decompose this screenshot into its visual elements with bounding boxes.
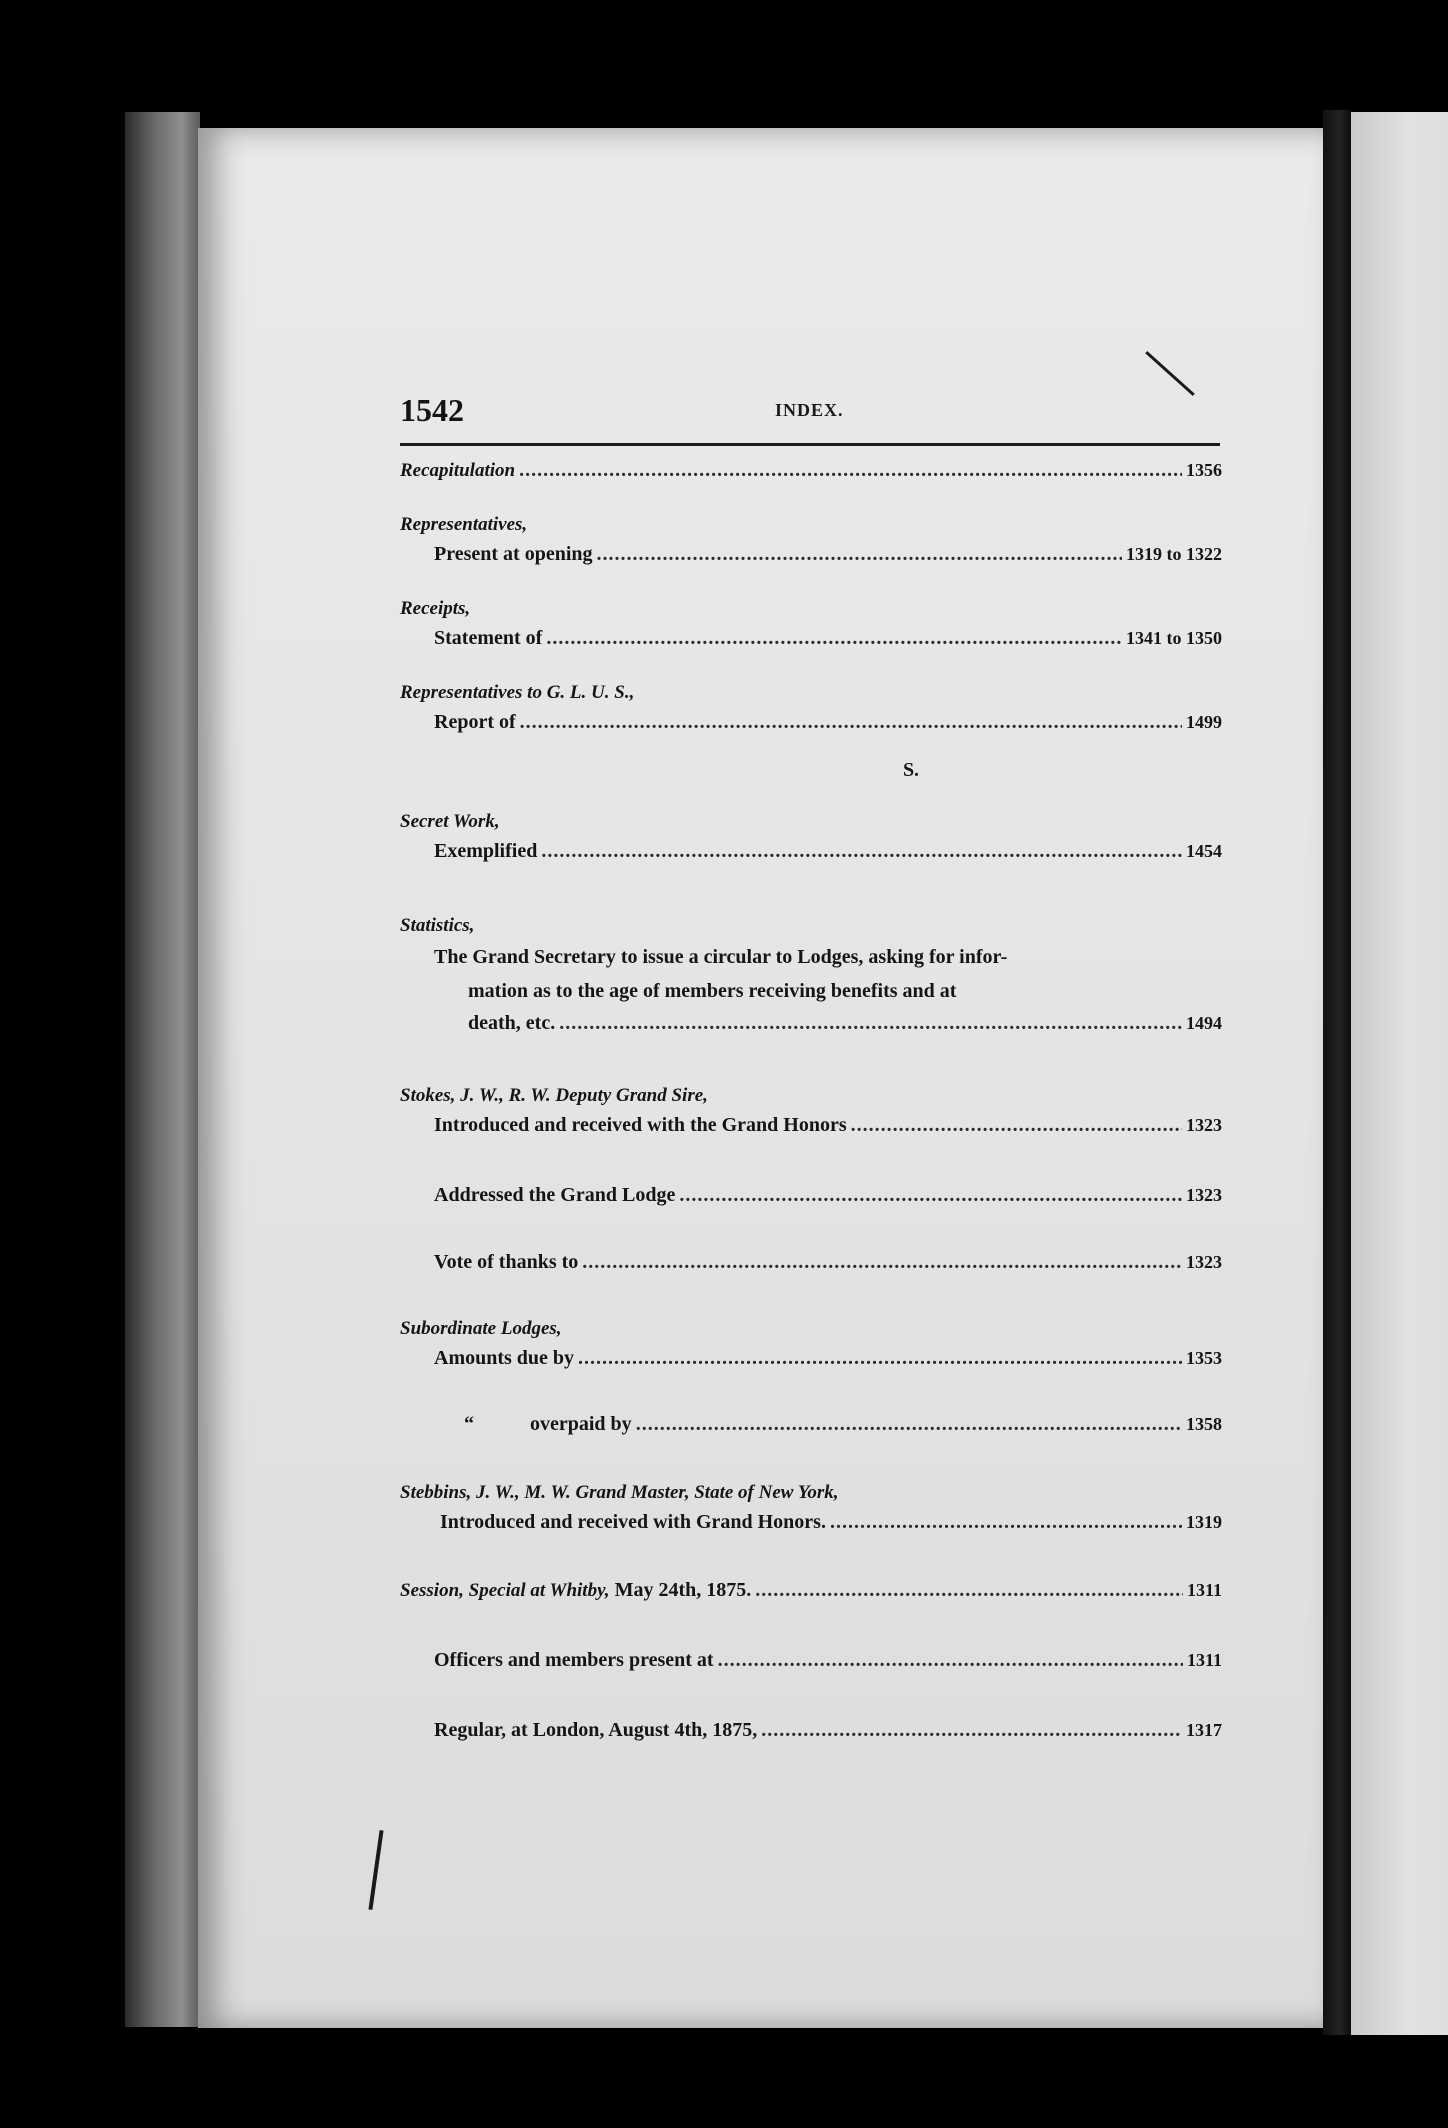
entry-heading-row	[400, 1575, 1222, 1605]
entry-page: 1358	[1186, 1414, 1222, 1434]
leader-dots	[559, 1008, 1182, 1038]
entry-page: 1317	[1186, 1720, 1222, 1740]
page-header	[400, 392, 1220, 442]
entry-subrow	[400, 1409, 1222, 1439]
entry-heading-date: May 24th, 1875.	[609, 1579, 752, 1601]
entry-page: 1454	[1186, 841, 1222, 861]
section-letter: S.	[902, 759, 920, 781]
entry-page: 1323	[1186, 1185, 1222, 1205]
index-entry-receipts	[400, 595, 1222, 653]
header-rule	[400, 443, 1220, 446]
ditto-mark: “	[464, 1413, 474, 1435]
index-entry-subordinate-lodges	[400, 1315, 1222, 1439]
entry-heading: Secret Work,	[400, 811, 500, 832]
entry-heading: Stokes, J. W., R. W. Deputy Grand Sire,	[400, 1085, 708, 1106]
leader-dots	[755, 1575, 1183, 1605]
entry-page: 1356	[1186, 460, 1222, 480]
entry-page: 1499	[1186, 712, 1222, 732]
entry-subrow	[400, 1180, 1222, 1210]
entry-page: 1494	[1186, 1013, 1222, 1033]
leader-dots	[578, 1343, 1182, 1373]
entry-subrow	[400, 1110, 1222, 1140]
entry-page: 1311	[1186, 1650, 1222, 1670]
entry-label: Report of	[434, 711, 516, 733]
leader-dots	[679, 1180, 1182, 1210]
entry-heading: Receipts,	[400, 598, 471, 619]
entry-text-line: The Grand Secretary to issue a circular to Lodges, asking for infor-	[434, 946, 1008, 968]
entry-label: overpaid by	[530, 1413, 632, 1435]
entry-label: Vote of thanks to	[434, 1251, 579, 1273]
leader-dots	[761, 1715, 1182, 1745]
book-spine-shadow	[125, 112, 200, 2027]
entry-label: Addressed the Grand Lodge	[434, 1184, 676, 1206]
entry-heading: Statistics,	[400, 915, 475, 936]
index-entry-recapitulation	[400, 455, 1222, 485]
index-entries	[400, 455, 1222, 1745]
index-entry-stokes	[400, 1082, 1222, 1277]
entry-page: 1311	[1186, 1580, 1222, 1600]
entry-subrow	[400, 836, 1222, 866]
index-entry-session	[400, 1575, 1222, 1745]
running-title: INDEX.	[775, 400, 844, 420]
leader-dots	[519, 455, 1182, 485]
leader-dots	[636, 1409, 1182, 1439]
leader-dots	[541, 836, 1182, 866]
entry-heading: Subordinate Lodges,	[400, 1318, 562, 1339]
leader-dots	[851, 1110, 1182, 1140]
entry-page: 1319 to 1322	[1126, 544, 1222, 564]
leader-dots	[718, 1645, 1183, 1675]
entry-subrow	[400, 1343, 1222, 1373]
entry-label: Introduced and received with the Grand Honors	[434, 1114, 847, 1136]
entry-page: 1323	[1186, 1252, 1222, 1272]
entry-subrow	[400, 1008, 1222, 1038]
entry-heading: Representatives to G. L. U. S.,	[400, 682, 635, 703]
facing-page-edge	[1351, 112, 1448, 2035]
entry-subrow	[400, 707, 1222, 737]
entry-page: 1341 to 1350	[1126, 628, 1222, 648]
index-entry-statistics	[400, 912, 1222, 1038]
entry-page: 1323	[1186, 1115, 1222, 1135]
entry-label: Amounts due by	[434, 1347, 575, 1369]
entry-subrow	[400, 1645, 1222, 1675]
entry-label: death, etc.	[468, 1012, 556, 1034]
entry-page: 1319	[1186, 1512, 1222, 1532]
entry-label: Regular, at London, August 4th, 1875,	[434, 1719, 758, 1741]
entry-label: Officers and members present at	[434, 1649, 714, 1671]
leader-dots	[830, 1507, 1182, 1537]
entry-subrow	[400, 623, 1222, 653]
leader-dots	[597, 539, 1122, 569]
index-entry-secret-work	[400, 808, 1222, 866]
leader-dots	[546, 623, 1122, 653]
entry-subrow	[400, 539, 1222, 569]
index-entry-stebbins	[400, 1479, 1222, 1537]
entry-text-line: mation as to the age of members receiving benefits and at	[468, 980, 957, 1002]
entry-heading: Stebbins, J. W., M. W. Grand Master, State of New York,	[400, 1482, 839, 1503]
book-gutter	[1323, 110, 1351, 2035]
page-number: 1542	[400, 392, 464, 428]
entry-label: Statement of	[434, 627, 543, 649]
entry-page: 1353	[1186, 1348, 1222, 1368]
index-entry-representatives-glus	[400, 679, 1222, 737]
entry-subrow	[400, 1247, 1222, 1277]
entry-heading: Session, Special at Whitby,	[400, 1580, 610, 1601]
entry-label: Recapitulation	[400, 460, 516, 481]
entry-label: Present at opening	[434, 543, 593, 565]
entry-heading: Representatives,	[400, 514, 528, 535]
entry-subrow	[400, 1507, 1222, 1537]
entry-label: Introduced and received with Grand Honors.	[440, 1511, 826, 1533]
index-entry-representatives	[400, 511, 1222, 569]
entry-label: Exemplified	[434, 840, 538, 862]
entry-subrow	[400, 1715, 1222, 1745]
leader-dots	[520, 707, 1182, 737]
leader-dots	[582, 1247, 1182, 1277]
